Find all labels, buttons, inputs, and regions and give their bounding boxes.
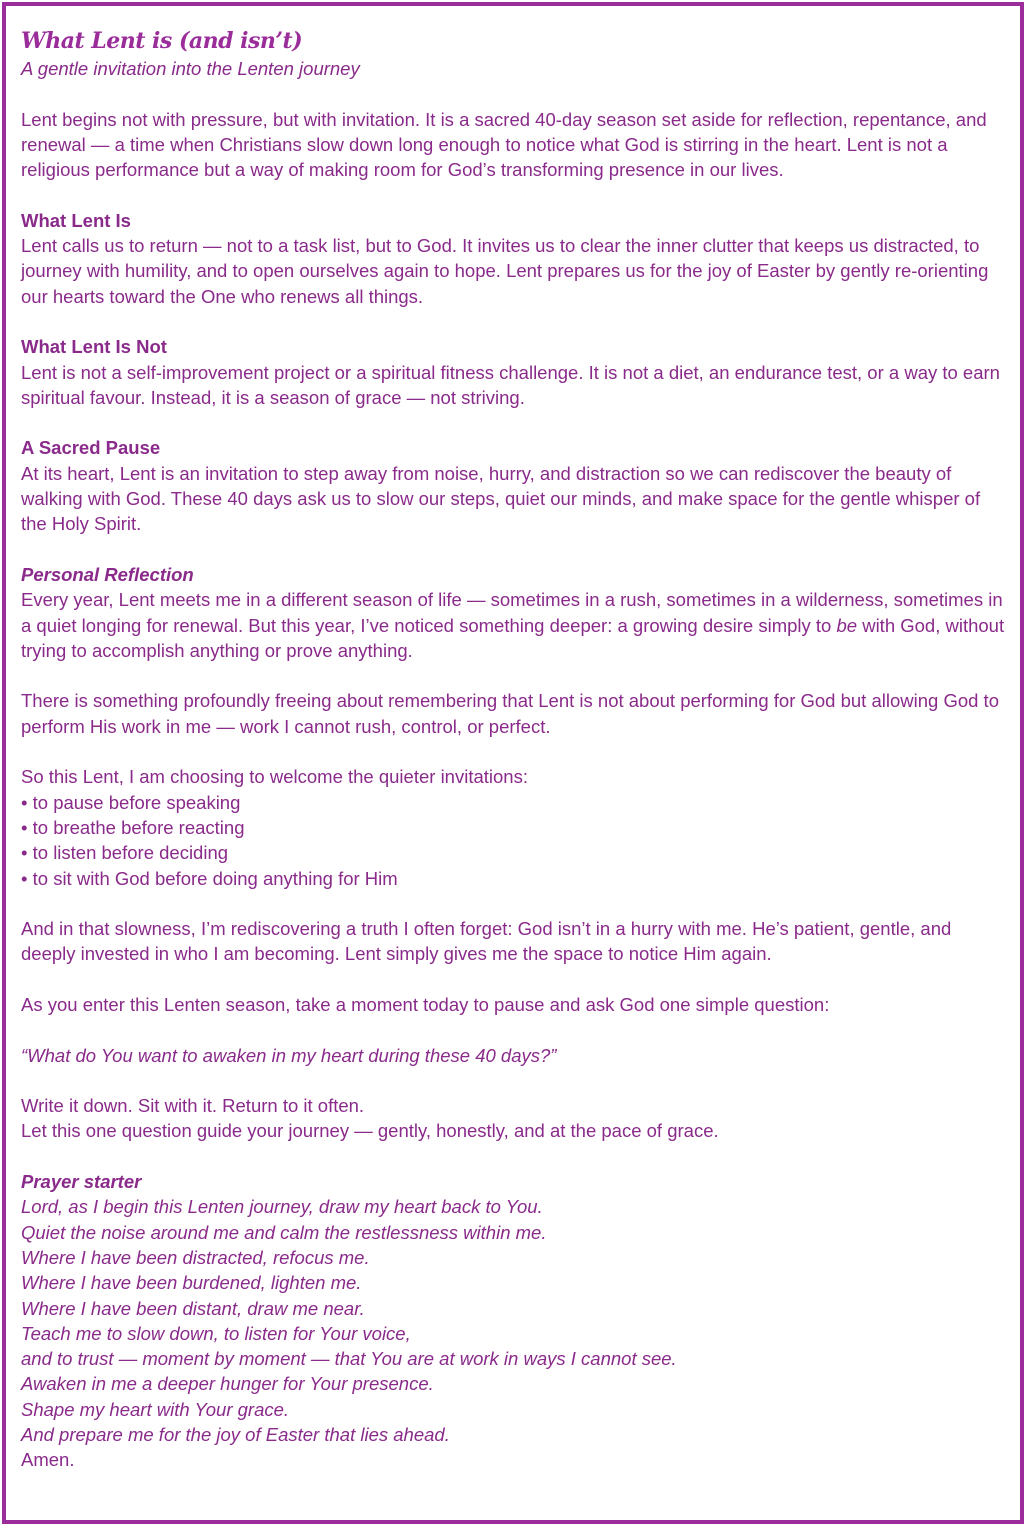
prayer-line: Quiet the noise around me and calm the restlessness within me. (21, 1221, 547, 1243)
prayer-line: Shape my heart with Your grace. (21, 1398, 290, 1420)
personal-reflection-heading: Personal Reflection (21, 563, 194, 585)
prayer-line: and to trust — moment by moment — that You are at work in ways I cannot see. (21, 1348, 677, 1370)
reflection-question: “What do You want to awaken in my heart during these 40 days?” (21, 1044, 557, 1066)
reflection-paragraph-1 (21, 587, 1006, 663)
prayer-line: Awaken in me a deeper hunger for Your presence. (21, 1373, 434, 1395)
list-item: • to sit with God before doing anything for Him (21, 866, 1006, 891)
list-item: • to breathe before reacting (21, 815, 1006, 840)
prayer-starter-heading: Prayer starter (21, 1171, 142, 1193)
intro-paragraph: Lent begins not with pressure, but with invitation. It is a sacred 40-day season set aside for reflection, repentance, and renewal — a time when Christians slow down long enough to notice what God is stirring in the heart. Lent is not a religious performance but a way of making room for God’s transforming presence in our lives. (21, 108, 987, 181)
what-lent-is-heading: What Lent Is (21, 209, 131, 231)
page-subtitle: A gentle invitation into the Lenten journey (21, 58, 360, 79)
page-title: What Lent is (and isn’t) (21, 28, 303, 54)
prayer-line: Teach me to slow down, to listen for Your voice, (21, 1322, 411, 1344)
prayer-line: And prepare me for the joy of Easter that lies ahead. (21, 1424, 450, 1446)
what-lent-is-body: Lent calls us to return — not to a task list, but to God. It invites us to clear the inner clutter that keeps us distracted, to journey with humility, and to open ourselves again to hope. Lent prepares us for the joy of Easter by gently re-orienting our hearts toward the One who renews all things. (21, 235, 989, 307)
reflection-p1-text-after: with God, without trying to accomplish anything or prove anything. (21, 614, 1005, 661)
reflection-paragraph-3: So this Lent, I am choosing to welcome the quieter invitations: (21, 766, 528, 788)
reflection-paragraph-2: There is something profoundly freeing about remembering that Lent is not about performing for God but allowing God to perform His work in me — work I cannot rush, control, or perfect. (21, 690, 999, 737)
sacred-pause-body: At its heart, Lent is an invitation to step away from noise, hurry, and distraction so we can rediscover the beauty of walking with God. These 40 days ask us to slow our steps, quiet our minds, and make space for the gentle whisper of the Holy Spirit. (21, 462, 981, 535)
invitations-list (21, 790, 1006, 891)
sacred-pause-heading: A Sacred Pause (21, 437, 161, 459)
list-item: • to pause before speaking (21, 790, 1006, 815)
prayer-line: Where I have been distracted, refocus me. (21, 1246, 370, 1268)
prayer-line: Where I have been burdened, lighten me. (21, 1272, 362, 1294)
reflection-paragraph-5: As you enter this Lenten season, take a moment today to pause and ask God one simple question: (21, 993, 830, 1015)
reflection-paragraph-6-line-2: Let this one question guide your journey — gently, honestly, and at the pace of grace. (21, 1120, 719, 1142)
document-body (21, 26, 1006, 1473)
what-lent-is-not-heading: What Lent Is Not (21, 336, 167, 358)
prayer-line: Where I have been distant, draw me near. (21, 1297, 365, 1319)
list-item: • to listen before deciding (21, 840, 1006, 865)
reflection-paragraph-6-line-1: Write it down. Sit with it. Return to it often. (21, 1095, 365, 1117)
reflection-p1-text-before: Every year, Lent meets me in a different season of life — sometimes in a rush, sometimes in a wilderness, sometimes in a quiet longing for renewal. But this year, I’ve noticed something deeper: a growing desire simply to (21, 589, 1003, 636)
reflection-paragraph-4: And in that slowness, I’m rediscovering a truth I often forget: God isn’t in a hurry with me. He’s patient, gentle, and deeply invested in who I am becoming. Lent simply gives me the space to notice Him again. (21, 918, 952, 965)
prayer-amen: Amen. (21, 1449, 75, 1471)
prayer-line: Lord, as I begin this Lenten journey, draw my heart back to You. (21, 1196, 543, 1218)
what-lent-is-not-body: Lent is not a self-improvement project or a spiritual fitness challenge. It is not a diet, an endurance test, or a way to earn spiritual favour. Instead, it is a season of grace — not striving. (21, 361, 1000, 408)
reflection-p1-emphasis: be (836, 614, 858, 636)
